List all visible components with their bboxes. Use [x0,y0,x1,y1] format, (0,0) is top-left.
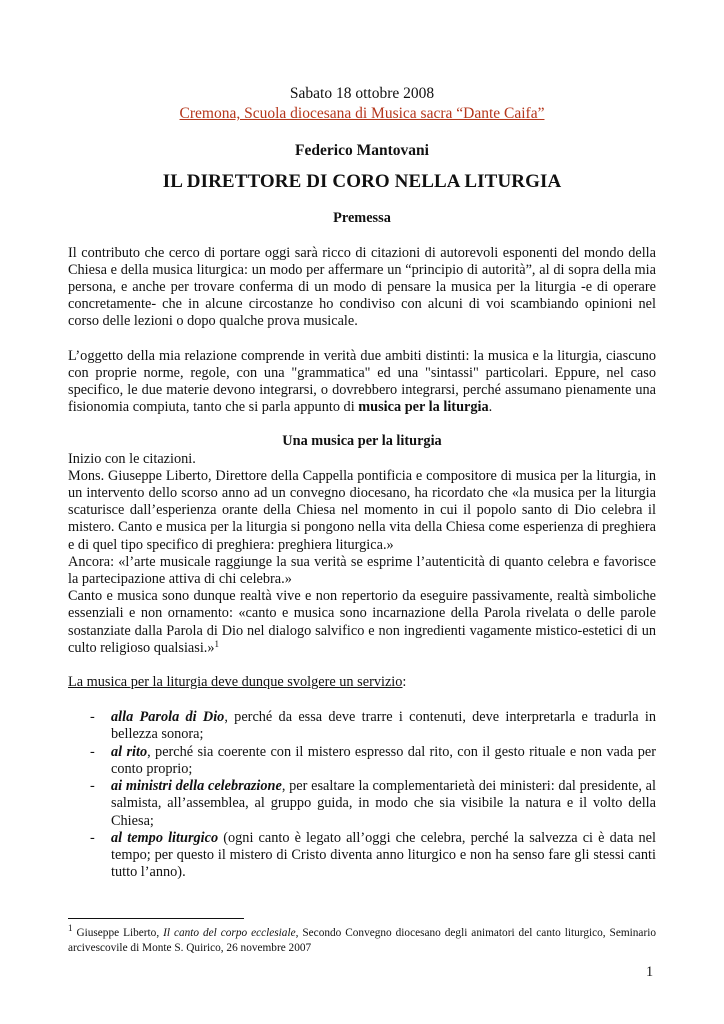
paragraph-canto-text: Canto e musica sono dunque realtà vive e non repertorio da eseguire passivamente, realtà simboliche essenziali e non ornamento: «canto e musica sono incarnazione della Parola rivelata o delle parole sostanziate dalla Parola di Dio nel dialogo salvifico e non ingredienti vagamente mistico-estetici di un culto religioso qualsiasi.» [68,588,656,656]
list-item [68,830,656,882]
paragraph-ancora: Ancora: «l’arte musicale raggiunge la sua verità se esprime l’autenticità di quanto celebra e favorisce la partecipazione attiva di chi celebra.» [68,553,656,588]
document-page [68,84,656,881]
section-heading-musica: Una musica per la liturgia [282,433,442,450]
footnote-text-a: Giuseppe Liberto, [72,927,164,939]
list-dash: - [90,709,95,726]
paragraph-object-end: . [488,399,493,416]
servizio-heading [68,674,656,691]
footnote [68,923,656,956]
list-item-bold: ai ministri della celebrazione [111,778,282,795]
servizio-colon: : [402,674,407,691]
servizio-underlined: La musica per la liturgia deve dunque svolgere un servizio [68,674,403,691]
list-item-bold: al tempo liturgico [111,829,219,846]
list-item-text: , perché sia coerente con il mistero espresso dal rito, con il gesto rituale e non vada per conto proprio; [111,743,656,777]
footnote-reference[interactable]: 1 [214,638,220,649]
list-item [68,744,656,778]
list-item [68,709,656,743]
section-heading-premessa: Premessa [333,210,391,227]
paragraph-liberto: Mons. Giuseppe Liberto, Direttore della Cappella pontificia e compositore di musica per la liturgia, in un intervento dello scorso anno ad un convegno diocesano, ha ricordato che «la musica per la liturgia scaturisce dall’esperienza orante della Chiesa nel momento in cui il popolo santo di Dio celebra il mistero. Canto e musica per la liturgia si pongono nella vita della Chiesa come esperienza di preghiera e di quel tipo specifico di preghiera: preghiera liturgica.» [68,467,656,553]
paragraph-object-bold: musica per la liturgia [358,399,489,416]
paragraph-intro: Il contributo che cerco di portare oggi sarà ricco di citazioni di autorevoli esponenti del mondo della Chiesa e della musica liturgica: un modo per affermare un “principio di autorità”, al di sopra della mia persona, e anche per trovare conferma di un modo di pensare la musica per la liturgia -e di operare concretamente- che in alcune circostanze ho condiviso con alcuni di voi scambiando opinioni nel corso delle lezioni o dopo qualche prova musicale. [68,244,656,330]
paragraph-object [68,348,656,417]
footnote-text-b: Secondo Convegno diocesano degli animatori del canto liturgico, Seminario arcivescovile di Monte S. Quirico, 26 novembre 2007 [68,927,656,954]
author-name: Federico Mantovani [295,142,429,159]
list-dash: - [90,778,95,795]
list-item-text: , per esaltare la complementarietà dei ministeri: dal presidente, al salmista, all’assemblea, al gruppo guida, in modo che sia visibile la natura e il volto della Chiesa; [111,778,656,829]
footnote-divider [68,918,244,919]
list-item-bold: al rito [111,743,148,760]
footnote-number: 1 [68,923,73,933]
page-number: 1 [646,964,654,980]
event-date: Sabato 18 ottobre 2008 [289,85,435,102]
event-place-link[interactable]: Cremona, Scuola diocesana di Musica sacra “Dante Caifa” [179,105,545,122]
paragraph-citazioni: Inizio con le citazioni. [68,450,196,467]
document-title: IL DIRETTORE DI CORO NELLA LITURGIA [162,171,562,193]
list-item-text: (ogni canto è legato all’oggi che celebra, perché la salvezza ci è data nel tempo; per questo il mistero di Cristo diventa anno liturgico e non ha senso fare gli stessi canti tutto l’anno). [111,829,656,881]
list-item-bold: alla Parola di Dio [111,709,225,726]
list-dash: - [90,743,95,760]
service-list [68,709,656,881]
list-item-text: , perché da essa deve trarre i contenuti, deve interpretarla e tradurla in bellezza sonora; [111,709,656,743]
paragraph-object-text: L’oggetto della mia relazione comprende in verità due ambiti distinti: la musica e la liturgia, ciascuno con proprie norme, regole, con una "grammatica" ed una "sintassi" particolari. Eppure, nel caso specifico, le due materie devono integrarsi, o dovrebbero integrarsi, perché assumano pienamente una fisionomia compiuta, tanto che si parla appunto di [68,347,656,416]
list-dash: - [90,829,95,846]
list-item [68,778,656,830]
paragraph-canto [68,588,656,657]
footnote-italic-title: Il canto del corpo ecclesiale, [163,927,299,939]
